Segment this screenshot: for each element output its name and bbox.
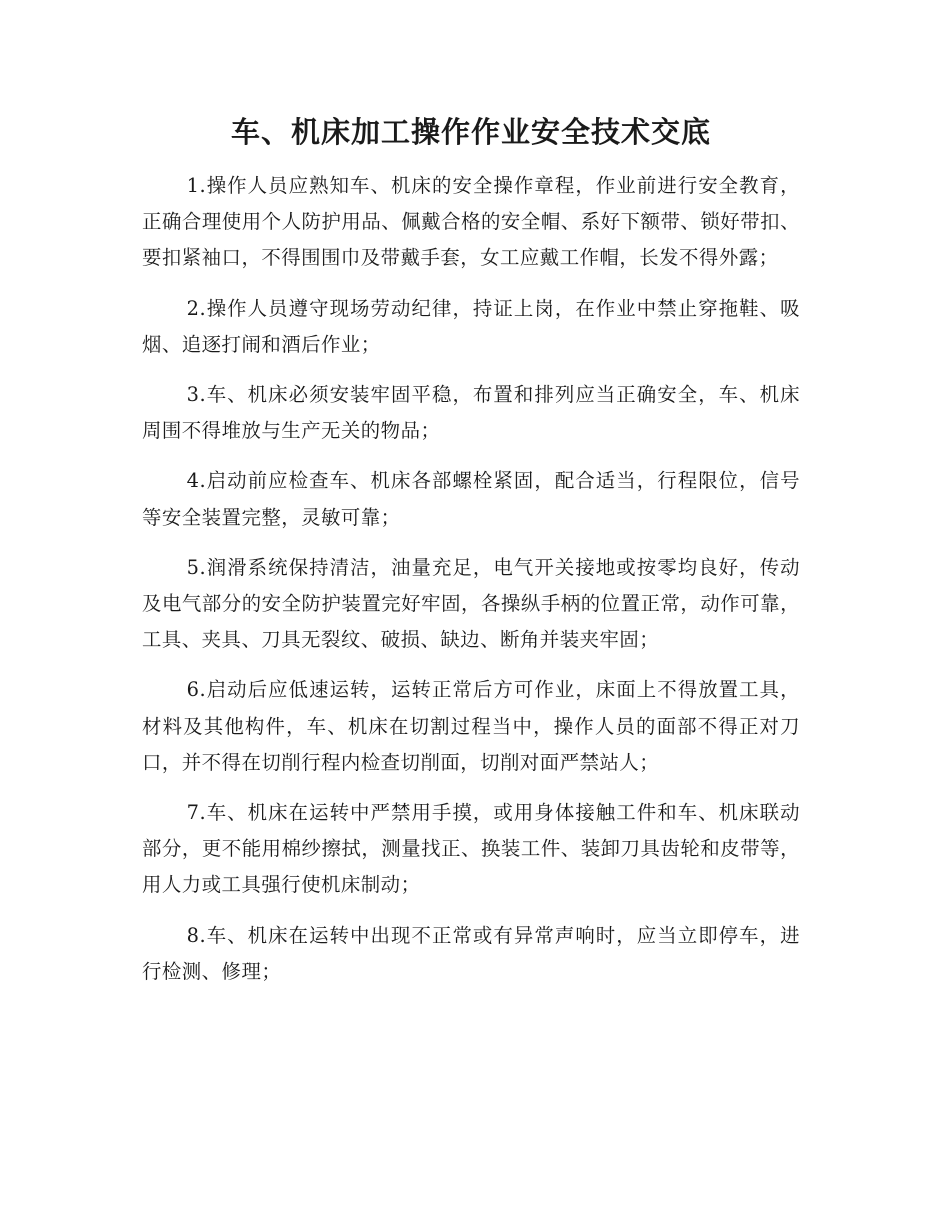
- clause-4: 4.启动前应检查车、机床各部螺栓紧固，配合适当，行程限位，信号等安全装置完整，灵敏可靠；: [142, 469, 800, 529]
- clause-1: 1.操作人员应熟知车、机床的安全操作章程，作业前进行安全教育，正确合理使用个人防护用品、佩戴合格的安全帽、系好下额带、锁好带扣、要扣紧袖口，不得围围巾及带戴手套，女工应戴工作帽，长发不得外露；: [142, 174, 800, 270]
- clause-8: 8.车、机床在运转中出现不正常或有异常声响时，应当立即停车，进行检测、修理；: [142, 923, 800, 983]
- clause-5: 5.润滑系统保持清洁，油量充足，电气开关接地或按零均良好，传动及电气部分的安全防护装置完好牢固，各操纵手柄的位置正常，动作可靠，工具、夹具、刀具无裂纹、破损、缺边、断角并装夹牢固；: [142, 555, 800, 652]
- clause-7: 7.车、机床在运转中严禁用手摸，或用身体接触工件和车、机床联动部分，更不能用棉纱擦拭，测量找正、换装工件、装卸刀具齿轮和皮带等，用人力或工具强行使机床制动；: [142, 801, 800, 897]
- clause-6: 6.启动后应低速运转，运转正常后方可作业，床面上不得放置工具，材料及其他构件，车、机床在切割过程当中，操作人员的面部不得正对刀口，并不得在切削行程内检查切削面，切削对面严禁站人；: [142, 678, 800, 774]
- clause-2: 2.操作人员遵守现场劳动纪律，持证上岗，在作业中禁止穿拖鞋、吸烟、追逐打闹和酒后作业；: [142, 296, 800, 356]
- clause-3: 3.车、机床必须安装牢固平稳，布置和排列应当正确安全，车、机床周围不得堆放与生产无关的物品；: [142, 383, 800, 443]
- document-title: 车、机床加工操作作业安全技术交底: [230, 115, 711, 149]
